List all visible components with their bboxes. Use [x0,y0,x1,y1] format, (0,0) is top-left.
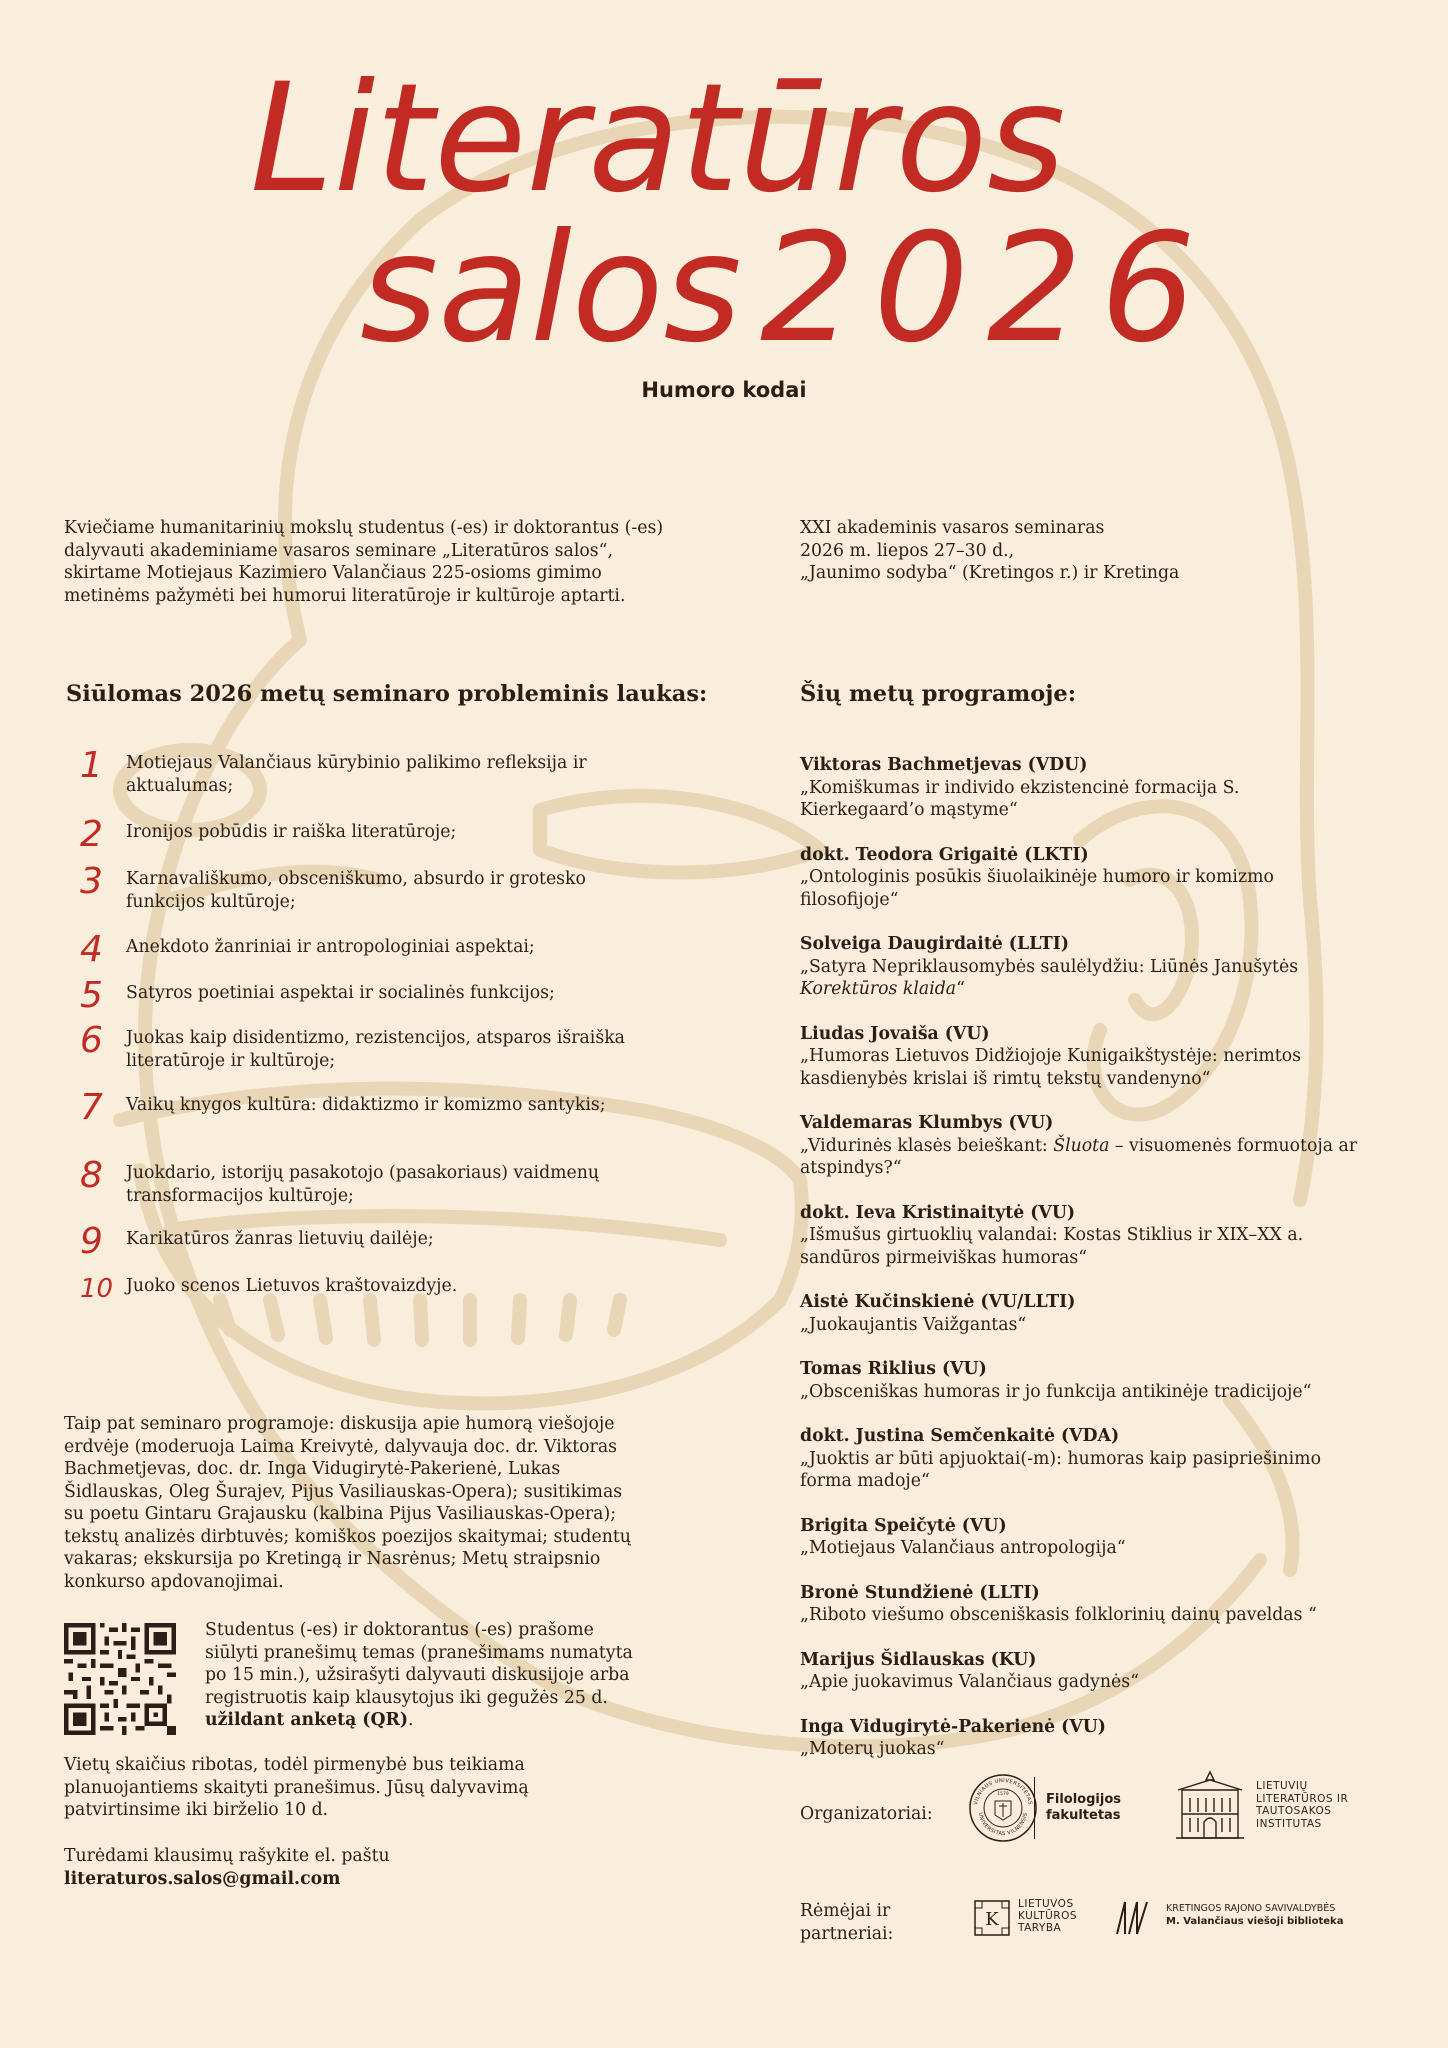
topic-text: Anekdoto žanriniai ir antropologiniai aspektai; [126,937,535,957]
topic-text: Motiejaus Valančiaus kūrybinio palikimo refleksija ir aktualumas; [126,753,587,796]
topic-number: 10 [80,1274,114,1304]
sponsors-label: Rėmėjai ir partneriai: [800,1901,894,1944]
program-item [800,1202,1360,1270]
speaker-name: Valdemaras Klumbys (VU) [800,1113,1054,1133]
additional-program-text: Taip pat seminaro programoje: diskusija apie humorą viešojoje erdvėje (moderuoja Laima Kreivytė, dalyvauja doc. dr. Viktoras Bachmetjevas, doc. dr. Inga Vidugirytė-Pakerienė, Lukas Šidlauskas, Oleg Šurajev, Pijus Vasiliauskas-Opera); susitikimas su poetu Gintaru Grajausku (kalbina Pijus Vasiliauskas-Opera); tekstų analizės dirbtuvės; komiškos poezijos skaitymai; studentų vakaras; ekskursija po Kretingą ir Nasrėnus; Metų straipsnio konkurso apdovanojimai. [64,1414,631,1592]
program-list [800,754,1360,1783]
topic-text: Juokas kaip disidentizmo, rezistencijos, atsparos išraiška literatūroje ir kultūroje; [126,1028,625,1071]
title-year: 2026 [760,202,1214,360]
registration-qr-link[interactable]: užildant anketą (QR) [205,1710,409,1730]
program-item [800,754,1360,822]
program-item [800,1649,1360,1694]
program-item [800,1112,1360,1180]
topic-text: Satyros poetiniai aspektai ir socialinės funkcijos; [126,983,555,1003]
program-item [800,844,1360,912]
talk-title: „Motiejaus Valančiaus antropologija“ [800,1538,1126,1558]
lkt-logo-text: LIETUVOS KULTŪROS TARYBA [1018,1898,1078,1934]
title-line-1: Literatūros [250,52,1066,226]
talk-title: „Vidurinės klasės beieškant: [800,1135,1054,1156]
intro-line: Kviečiame humanitarinių mokslų studentus (-es) ir doktorantus (-es) [64,518,664,538]
speaker-name: Brigita Speičytė (VU) [800,1515,1007,1536]
speaker-name: Viktoras Bachmetjevas (VDU) [800,755,1088,775]
program-item [800,933,1360,1001]
talk-title-italic: Korektūros klaida [800,979,957,999]
program-item [800,1358,1360,1403]
topic-number: 6 [80,1020,103,1061]
speaker-name: Solveiga Daugirdaitė (LLTI) [800,934,1069,954]
topics-heading: Siūlomas 2026 metų seminaro probleminis laukas: [66,681,708,707]
program-item [800,1023,1360,1091]
llti-building-icon [1172,1768,1248,1844]
registration-body: Studentus (-es) ir doktorantus (-es) prašome siūlyti pranešimų temas (pranešimams numatyta po 15 min.), užsirašyti dalyvauti diskusijoje arba registruotis kaip klausytojus iki gegužės 25 d. [205,1620,633,1708]
talk-title: „Moterų juokas“ [800,1739,945,1759]
talk-title: „Ontologinis posūkis šiuolaikinėje humoro ir komizmo filosofijoje“ [800,867,1274,910]
talk-title-end: “ [956,979,965,999]
topic-number: 8 [80,1155,103,1196]
topic-text: Karnavališkumo, obsceniškumo, absurdo ir grotesko funkcijos kultūroje; [126,869,586,912]
topic-number: 5 [80,975,103,1016]
topic-text: Juokdario, istorijų pasakotojo (pasakoriaus) vaidmenų transformacijos kultūroje; [126,1163,600,1206]
topic-number: 7 [80,1087,103,1128]
event-line: 2026 m. liepos 27–30 d., [800,540,1015,561]
topic-text: Karikatūros žanras lietuvių dailėje; [126,1229,434,1249]
speaker-name: dokt. Justina Semčenkaitė (VDA) [800,1426,1120,1446]
lithuanian-council-for-culture-icon [972,1898,1012,1938]
kr-line-2: M. Valančiaus viešoji biblioteka [1166,1916,1344,1927]
vilnius-university-seal-icon [968,1773,1038,1843]
talk-title: „Komiškumas ir individo ekzistencinė formacija S. Kierkegaard’o mąstyme“ [800,777,1240,820]
topic-number: 4 [80,929,103,970]
event-line: „Jaunimo sodyba“ (Kretingos r.) ir Kretinga [800,563,1180,583]
program-item [800,1291,1360,1336]
contact-text: Turėdami klausimų rašykite el. paštu [64,1846,390,1866]
talk-title: „Apie juokavimus Valančiaus gadynės“ [800,1672,1139,1692]
talk-title: „Juokaujantis Vaižgantas“ [800,1314,1027,1335]
registration-end: . [408,1710,414,1730]
subtitle: Humoro kodai [641,378,807,402]
talk-title: „Riboto viešumo obsceniškasis folklorinių dainų paveldas “ [800,1605,1317,1625]
program-item [800,1716,1360,1761]
topic-number: 1 [80,745,103,786]
program-item [800,1582,1360,1627]
speaker-name: Tomas Riklius (VU) [800,1359,987,1379]
seats-limited-note: Vietų skaičius ribotas, todėl pirmenybė bus teikiama planuojantiems skaityti pranešimus. Jūsų dalyvavimą patvirtinsime iki birželio 10 d. [64,1755,529,1820]
qr-code[interactable] [64,1623,176,1735]
organizers-label: Organizatoriai: [800,1804,933,1824]
program-item [800,1515,1360,1560]
speaker-name: Bronė Stundžienė (LLTI) [800,1582,1040,1603]
intro-line: skirtame Motiejaus Kazimiero Valančiaus 225-osioms gimimo [64,563,602,583]
contact-email[interactable]: literaturos.salos@gmail.com [64,1868,341,1889]
program-item [800,1425,1360,1493]
event-info [800,517,1240,585]
llti-logo-text: LIETUVIŲ LITERATŪROS IR TAUTOSAKOS INSTITUTAS [1256,1780,1349,1830]
speaker-name: Liudas Jovaiša (VU) [800,1023,990,1044]
vu-seal-bottom-text: UNIVERSITAS VILNENSIS [976,1812,1029,1838]
talk-title: „Satyra Nepriklausomybės saulėlydžiu: Liūnės Janušytės [800,956,1299,977]
topic-number: 9 [80,1221,103,1262]
logo-divider [1034,1777,1035,1839]
lkt-letter: K [985,1909,999,1930]
speaker-name: dokt. Teodora Grigaitė (LKTI) [800,844,1089,865]
vu-seal-year: 1579 [997,1792,1009,1797]
topic-number: 2 [80,814,103,855]
talk-title-italic: Šluota [1053,1135,1110,1156]
topic-number: 3 [80,861,103,902]
talk-title: „Obsceniškas humoras ir jo funkcija antikinėje tradicijoje“ [800,1381,1312,1402]
topic-text: Vaikų knygos kultūra: didaktizmo ir komizmo santykis; [126,1095,606,1115]
vu-seal-top-text: VILNIAUS UNIVERSITETAS [973,1777,1033,1806]
intro-line: dalyvauti akademiniame vasaros seminare „Literatūros salos“, [64,540,613,561]
intro-text [64,517,684,607]
poster-title [240,40,1240,360]
talk-title: „Humoras Lietuvos Didžiojoje Kunigaikštystėje: nerimtos kasdienybės krislai iš rimtų tekstų vandenyno“ [800,1046,1301,1089]
intro-line: metinėms pažymėti bei humorui literatūroje ir kultūroje aptarti. [64,585,626,606]
registration-text [205,1619,635,1732]
talk-title: „Išmušus girtuoklių valandai: Kostas Stiklius ir XIX–XX a. sandūros pirmeiviškas humoras“ [800,1225,1304,1268]
contact-block [64,1845,634,1890]
kr-line-1: KRETINGOS RAJONO SAVIVALDYBĖS [1166,1903,1336,1914]
speaker-name: dokt. Ieva Kristinaitytė (VU) [800,1202,1076,1223]
faculty-of-philology-logo-text: Filologijos fakultetas [1046,1792,1121,1823]
title-line-2: salos [360,202,742,360]
kretinga-library-logo-text [1166,1902,1366,1928]
program-heading: Šių metų programoje: [800,681,1077,707]
event-line: XXI akademinis vasaros seminaras [800,518,1105,538]
topic-text: Juoko scenos Lietuvos kraštovaizdyje. [126,1276,458,1296]
talk-title-end: – visuomenės formuotoja ar atspindys?“ [800,1135,1358,1178]
topic-text: Ironijos pobūdis ir raiška literatūroje; [126,822,457,842]
speaker-name: Marijus Šidlauskas (KU) [800,1649,1037,1670]
talk-title: „Juoktis ar būti apjuoktai(-m): humoras kaip pasipriešinimo forma madoje“ [800,1448,1321,1491]
speaker-name: Aistė Kučinskienė (VU/LLTI) [800,1292,1076,1312]
kretinga-library-icon [1113,1898,1157,1938]
speaker-name: Inga Vidugirytė-Pakerienė (VU) [800,1716,1106,1737]
